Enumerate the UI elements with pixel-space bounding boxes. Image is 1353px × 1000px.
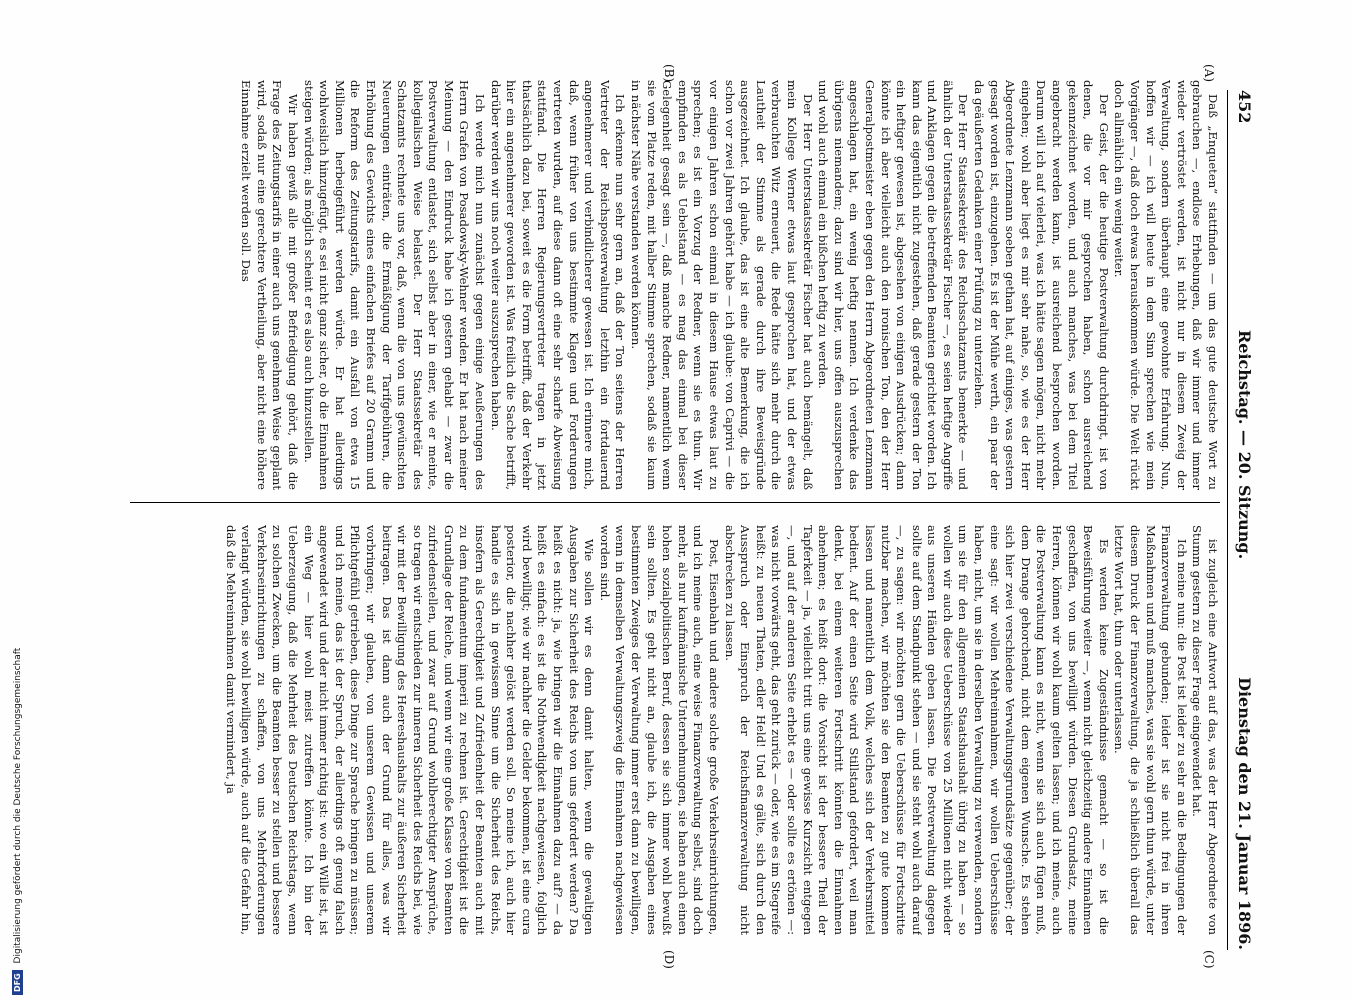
page-header <box>1227 90 1256 950</box>
paragraph: Ich meine nun: die Post ist leider zu sehr an die Bedingungen der Finanzverwaltung gebunden; leider ist sie nicht frei in ihren Maßnahmen und muß manches, was sie wohl gern thun würde, unter diesem Druck der Finanzverwaltung, die ja schließlich überall das letzte Wort hat, thun oder unterlassen. <box>1112 525 1189 935</box>
marker-b: (B) <box>662 64 676 83</box>
paragraph: Daß „Enqueten“ stattfinden — um das gute deutsche Wort zu gebrauchen —, endlose Erhebungen, daß wir immer und immer wieder vertröstet werden, ist nicht nur in diesem Zweig der Verwaltung, sondern überhaupt eine gewohnte Erfahrung. Nun, hoffen wir — ich will heute in dem Sinn sprechen wie mein Vorgänger —, daß doch etwas herauskommen würde. Die Welt rückt doch allmählich ein wenig weiter. <box>1112 80 1220 490</box>
paragraph: Der Herr Unterstaatssekretär Fischer hat auch bemängelt, daß mein Kollege Werner etwas laut gesprochen hat, und der etwas verbrauchten Witz erneuert, die Rede hätte sich mehr durch die Lautheit der Stimme als gerade durch ihre Beweisgründe ausgezeichnet. Ich glaube, das ist eine alte Bemerkung, die ich schon vor zwei Jahren gehört habe — ich glaube: von Caprivi — die vor einigen Jahren schon einmal in diesem Hause etwas laut zu sprechen; es ist ein Vorzug der Redner, wenn sie es thun. Wir empfinden es als Uebelstand — es mag das einmal bei dieser Gelegenheit gesagt sein —, daß manche Redner, namentlich wenn sie vom Platze reden, mit halber Stimme sprechen, sodaß sie kaum in nächster Nähe verstanden werden können. <box>629 80 815 490</box>
dfg-logo: DFG <box>12 970 23 995</box>
marker-d: (D) <box>662 950 676 969</box>
digitization-footer <box>12 10 24 995</box>
marker-a: (A) <box>1202 64 1216 83</box>
paragraph: Ich erkenne nun sehr gern an, daß der Ton seitens der Herren Vertreter der Reichspostverwaltung letzthin ein fortdauernd angenehmerer und verbindlicherer gewesen ist. Ich erinnere mich, daß, wenn früher von uns bestimmte Klagen und Forderungen vertreten wurden, auf diese dann oft eine sehr scharfe Abweisung stattfand. Die Herren Regierungsvertreter tragen in jetzt thatsächlich dazu bei, soweit es die Form betrifft, daß der Verkehr hier ein angenehmerer geworden ist. Was freilich die Sache betrifft, darüber werden wir uns noch weiter auszusprechen haben. <box>488 80 628 490</box>
column-divider <box>130 502 1220 503</box>
paragraph: Der Herr Staatssekretär des Reichsschatzamts bemerkte — und ähnlich der Unterstaatssekretär Fischer —, es seien heftige Angriffe und Anklagen gegen die betreffenden Beamten gerichtet worden. Ich kann das eigentlich nicht zugestehen, daß gerade gestern der Ton ein heftiger gewesen ist, abgesehen von einigen Ausdrücken; dann könnte ich aber vielleicht auch den ironischen Ton, den der Herr Generalpostmeister eben gegen den Herrn Abgeordneten Lenzmann angeschlagen hat, ein wenig heftig nennen. Ich verdenke das übrigens niemandem; dazu sind wir hier, uns offen auszusprechen und wohl auch einmal ein bißchen heftig zu werden. <box>816 80 971 490</box>
paragraph: Der Geist, der die heutige Postverwaltung durchdringt, ist von denen, die vor mir gesprochen haben, schon ausreichend gekennzeichnet worden, und auch manches, was bei dem Titel angebracht werden kann, ist ausreichend besprochen worden. Darum will ich auf vielerlei, was ich hätte sagen mögen, nicht mehr eingehen; wohl aber liegt es mir sehr nahe, so, wie es der Herr Abgeordnete Lenzmann soeben gethan hat, auf einiges, was gestern gesagt worden ist, einzugehen. Es ist der Mühe werth, ein paar der da geäußerten Gedanken einer Prüfung zu unterziehen. <box>972 80 1111 490</box>
paragraph: Ich werde mich nun zunächst gegen einige Aeußerungen des Herrn Grafen von Posadowsky-Wehner wenden. Er hat nach meiner Meinung — den Eindruck habe ich gestern gehabt — zwar die Postverwaltung entlastet, sich selbst aber in einer, wie er meinte, kollegialischen Weise belastet. Der Herr Staatssekretär des Schatzamts rechnete uns vor, daß, wenn die von uns gewünschten Neuerungen einträten, die Ermäßigung der Tarifgebühren, die Erhöhung des Gewichts eines einfachen Briefes auf 20 Gramm und die Reform des Zeitungstarifs, damit ein Ausfall von etwa 15 Millionen herbeigeführt werden würde. Er hat allerdings wohlweislich hinzugefügt, es sei nicht ganz sicher, ob die Einnahmen steigen würden; als möglich scheint er es also auch hinzustellen. <box>301 80 488 490</box>
right-column <box>140 525 1220 935</box>
session-date: Dienstag den 21. Januar 1896. <box>1235 677 1254 950</box>
paragraph: Es werden keine Zugeständnisse gemacht — so ist die Beweisführung weiter —, wenn nicht gleichzeitig andere Einnahmen geschaffen, von uns bewilligt würden. Diesen Grundsatz, meine Herren, können wir wohl kaum gelten lassen; und ich meine, auch die Postverwaltung kann es nicht, wenn sie sich auch fügen muß, dem Drange gehorchend, nicht dem eigenen Wunsche. Es stehen sich hier zwei verschiedene Verwaltungsgrundsätze gegenüber; der eine sagt: wir wollen Mehreinnahmen, wir wollen Ueberschüsse haben, nicht, um sie in derselben Verwaltung zu verwenden, sondern um sie für den allgemeinen Staatshaushalt übrig zu haben — so wollen wir auch diese Ueberschüsse von 25 Millionen nicht wieder aus unseren Händen geben lassen. Die Postverwaltung dagegen sollte auf dem Standpunkt stehen — und sie steht wohl auch darauf —, zu sagen: wir möchten gern die Ueberschüsse für Fortschritte nutzbar machen, wir möchten sie den Beamten zu gute kommen lassen und namentlich dem Volk, welches sich der Verkehrsmittel bedient. Auf der einen Seite wird Stillstand gefordert, weil man denkt, bei einem weiteren Fortschritt könnten die Einnahmen abnehmen; es heißt dort: die Vorsicht ist der bessere Theil der Tapferkeit — ja, vielleicht tritt uns eine gewisse Kurzsicht entgegen —, und auf der anderen Seite erhebt es — oder sollte es ertönen —: was nicht vorwärts geht, das geht zurück — oder, wie es im Stegreife heißt: zu neuen Thaten, edler Held! Und es gälte, sich durch den Ausspruch oder Einspruch der Reichsfinanzverwaltung nicht abschrecken zu lassen. <box>722 525 1111 935</box>
paragraph: Wir haben gewiß alle mit großer Befriedigung gehört, daß die Frage des Zeitungstarifs in einer auch uns genehmen Weise geplant wird, sodaß nur eine gerechtere Vertheilung, aber nicht eine höhere Einnahme erzielt werden soll. Das <box>239 80 300 490</box>
session-title: Reichstag. — 20. Sitzung. <box>1235 330 1254 560</box>
rotated-newspaper-page <box>86 0 1266 1000</box>
paragraph: Post, Eisenbahn und andere solche große Verkehrseinrichtungen, und ich meine auch, eine weise Finanzverwaltung selbst, sind doch mehr, als nur kaufmännische Unternehmungen, sie haben auch einen hohen sozialpolitischen Beruf, dessen sie sich immer wohl bewußt sein sollten. Es geht nicht an, glaube ich, die Ausgaben eines bestimmten Zweiges der Verwaltung immer erst dann zu bewilligen, wenn in demselben Verwaltungszweig die Einnahmen nachgewiesen worden sind. <box>597 525 721 935</box>
footer-text: Digitalisierung gefördert durch die Deutsche Forschungsgemeinschaft <box>13 647 23 964</box>
left-column <box>140 80 1220 490</box>
marker-c: (C) <box>1202 950 1216 969</box>
paragraph: Wie sollen wir es denn damit halten, wenn die gewaltigen Ausgaben zur Sicherheit des Reichs von uns gefordert werden? Da heißt es nicht: ja, wie bringen wir die Einnahmen dazu auf? — da heißt es einfach: es ist die Nothwendigkeit nachgewiesen, folglich wird bewilligt; wie wir nachher die Gelder bekommen, ist eine cura posterior, die nachher gelöst werden soll. So meine ich, auch hier handle es sich in gewissem Sinne um die Sicherheit des Reichs, insofern als Gerechtigkeit und Zufriedenheit der Beamten auch mit zu dem fundamentum imperii zu rechnen ist. Gerechtigkeit ist die Grundlage der Reiche, und wenn wir eine große Klasse von Beamten zufriedenstellen, und zwar auf Grund wohlberechtigter Ansprüche, so tragen wir entschieden zur inneren Sicherheit des Reichs bei, wie wir mit der Bewilligung des Heereshaushalts zur äußeren Sicherheit beitragen. Das ist dann auch der Grund für alles, was wir vorbringen; wir glauben, von unserem Gewissen und unserem Pflichtgefühl getrieben, diese Dinge zur Sprache bringen zu müssen; und ich meine, das ist der Spruch, der allerdings oft genug falsch angewendet wird und der nicht immer richtig ist: wo ein Wille ist, ist ein Weg — hier wohl meist zutreffen könnte. Ich bin der Ueberzeugung, daß die Mehrheit des Deutschen Reichstags, wenn zu solchen Zwecken, um die Beamten besser zu stellen und bessere Verkehrseinrichtungen zu schaffen, von uns Mehrforderungen verlangt würden, sie wohl bewilligen würde, auch auf die Gefahr hin, daß die Mehreinnahmen damit vermindert, ja <box>223 525 597 935</box>
paragraph: ist zugleich eine Antwort auf das, was der Herr Abgeordnete von Stumm gestern zu dieser Frage eingewendet hat. <box>1190 525 1220 935</box>
page-number: 452 <box>1235 90 1254 124</box>
